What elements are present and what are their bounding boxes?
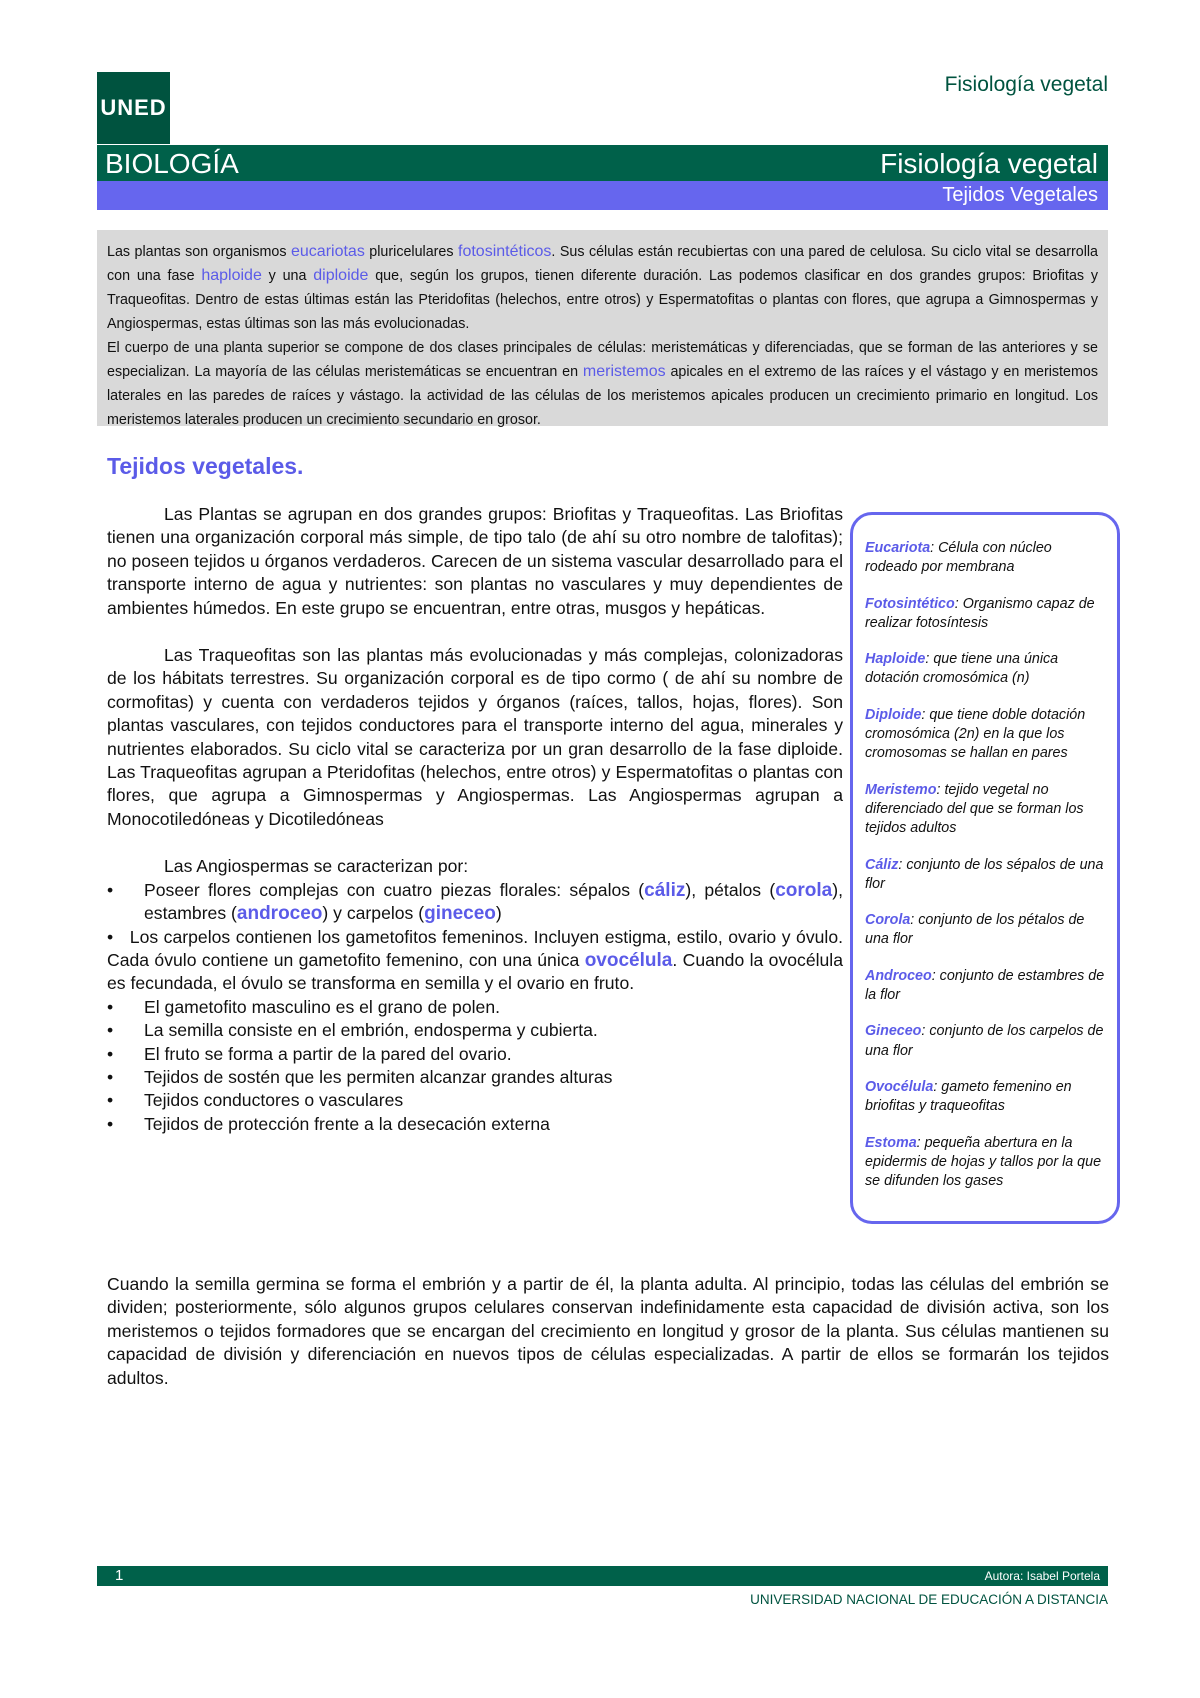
glossary-term: Ovocélula	[865, 1078, 934, 1095]
keyword-haploide: haploide	[201, 267, 262, 284]
subject-title: BIOLOGÍA	[105, 148, 239, 179]
bullet: •	[107, 1113, 114, 1134]
bullet: •	[107, 879, 114, 900]
keyword-androceo: androceo	[236, 903, 323, 925]
title-band	[97, 145, 1108, 181]
glossary-term: Eucariota	[865, 540, 931, 556]
glossary-entry: Cáliz: conjunto de los sépalos de una flor	[865, 856, 1104, 892]
keyword-diploide: diploide	[313, 267, 369, 284]
glossary-term: Corola	[865, 912, 911, 929]
course-title: Fisiología vegetal	[880, 148, 1098, 179]
glossary-entry: Ovocélula: gameto femenino en briofitas y traqueofitas	[865, 1078, 1072, 1115]
top-right-title: Fisiología vegetal	[944, 73, 1108, 96]
list-item: • El gametofito masculino es el grano de polen.	[107, 996, 843, 1019]
main-text	[107, 503, 843, 1136]
topic-title: Tejidos Vegetales	[942, 184, 1098, 206]
keyword-fotosinteticos: fotosintéticos	[458, 243, 552, 260]
page-number: 1	[115, 1567, 124, 1584]
list-item: • Tejidos de protección frente a la desecación externa	[107, 1113, 843, 1136]
glossary-term: Meristemo	[865, 781, 937, 798]
keyword-corola: corola	[775, 879, 833, 901]
bullet: •	[107, 926, 114, 947]
bullet: •	[107, 1043, 114, 1064]
university-name: UNIVERSIDAD NACIONAL DE EDUCACIÓN A DISTANCIA	[750, 1592, 1108, 1607]
list-intro: Las Angiospermas se caracterizan por:	[164, 856, 469, 877]
glossary-term: Androceo	[865, 967, 932, 984]
glossary-entry: Diploide: que tiene doble dotación cromosómica (2n) en la que los cromosomas se hallan en pares	[865, 706, 1086, 762]
bullet: •	[107, 1066, 114, 1087]
footer-bar	[97, 1566, 1108, 1586]
keyword-ovocelula: ovocélula	[584, 949, 673, 971]
keyword-caliz: cáliz	[644, 879, 686, 901]
paragraph-briofitas: Las Plantas se agrupan en dos grandes grupos: Briofitas y Traqueofitas. Las Briofitas tienen una organización corporal más simple, de tipo talo (de ahí su otro nombre de talofitas); no poseen tejidos u órganos verdaderos. Carecen de un sistema vascular desarrollado para el transporte interno de agua y nutrientes: son plantas no vasculares y muy dependientes de ambientes húmedos. En este grupo se encuentran, entre otras, musgos y hepáticas.	[107, 504, 843, 618]
glossary-entry: Androceo: conjunto de estambres de la flor	[865, 967, 1105, 1004]
glossary-entry: Corola: conjunto de los pétalos de una flor	[865, 912, 1085, 948]
closing-text	[107, 1273, 1109, 1390]
glossary-term: Estoma	[865, 1134, 917, 1151]
glossary-entry: Eucariota: Célula con núcleo rodeado por membrana	[865, 540, 1052, 576]
intro-box	[97, 230, 1108, 426]
glossary-entry: Gineceo: conjunto de los carpelos de una flor	[865, 1023, 1104, 1059]
bullet: •	[107, 1090, 114, 1111]
list-item: • Poseer flores complejas con cuatro piezas florales: sépalos (cáliz), pétalos (corola), estambres (androceo) y carpelos (gineceo)	[107, 879, 843, 925]
list-item: • Tejidos conductores o vasculares	[107, 1089, 843, 1112]
logo-text: UNED	[100, 95, 167, 120]
list-item: • Tejidos de sostén que les permiten alcanzar grandes alturas	[107, 1066, 843, 1089]
glossary-entry: Fotosintético: Organismo capaz de realizar fotosíntesis	[865, 595, 1095, 631]
author: Autora: Isabel Portela	[984, 1569, 1100, 1583]
paragraph-meristemos: Cuando la semilla germina se forma el embrión y a partir de él, la planta adulta. Al principio, todas las células del embrión se dividen; posteriormente, sólo algunos grupos celulares conservan indefinidamente esta capacidad de división activa, son los meristemos o tejidos formadores que se encargan del crecimiento en longitud y grosor de la planta. Sus células mantienen su capacidad de división y diferenciación en nuevos tipos de células especializadas. A partir de ellos se formarán los tejidos adultos.	[107, 1274, 1109, 1388]
list-item: • La semilla consiste en el embrión, endosperma y cubierta.	[107, 1019, 843, 1042]
glossary-box	[850, 512, 1120, 1224]
glossary-term: Diploide	[865, 706, 922, 723]
intro-paragraph-2: El cuerpo de una planta superior se compone de dos clases principales de células: meristemáticas y diferenciadas, que se forman de las anteriores y se especializan. La mayoría de las células meristemáticas se encuentran en meristemos apicales en el extremo de las raíces y el vástago y en meristemos laterales en las paredes de raíces y vástago. la actividad de las células de los meristemos apicales producen un crecimiento primario en longitud. Los meristemos laterales producen un crecimiento secundario en grosor.	[107, 340, 1098, 428]
keyword-eucariotas: eucariotas	[291, 243, 365, 260]
glossary-term: Cáliz	[865, 856, 899, 873]
glossary-term: Fotosintético	[865, 595, 955, 612]
section-heading: Tejidos vegetales.	[107, 453, 304, 479]
bullet: •	[107, 996, 114, 1017]
list-item: • Los carpelos contienen los gametofitos femeninos. Incluyen estigma, estilo, ovario y óvulo. Cada óvulo contiene un gametofito femenino, con una única ovocélula. Cuando la ovocélula es fecundada, el óvulo se transforma en semilla y el ovario en fruto.	[107, 926, 844, 994]
glossary-entry: Haploide: que tiene una única dotación cromosómica (n)	[865, 651, 1059, 687]
list-item: • El fruto se forma a partir de la pared del ovario.	[107, 1043, 843, 1066]
glossary-term: Gineceo	[865, 1023, 922, 1040]
glossary-term: Haploide	[865, 651, 926, 668]
intro-paragraph-1: Las plantas son organismos eucariotas pluricelulares fotosintéticos. Sus células están recubiertas con una pared de celulosa. Su ciclo vital se desarrolla con una fase haploide y una diploide que, según los grupos, tienen diferente duración. Las podemos clasificar en dos grandes grupos: Briofitas y Traqueofitas. Dentro de estas últimas están las Pteridofitas (helechos, entre otros) y Espermatofitas o plantas con flores, que agrupa a Gimnospermas y Angiospermas, estas últimas son las más evolucionadas.	[107, 243, 1098, 332]
uned-logo	[97, 72, 170, 144]
paragraph-traqueofitas: Las Traqueofitas son las plantas más evolucionadas y más complejas, colonizadoras de los hábitats terrestres. Su organización corporal es de tipo cormo ( de ahí su nombre de cormofitas) y cuenta con verdaderos tejidos y órganos (raíces, tallos, hojas, flores). Son plantas vasculares, con tejidos conductores para el transporte interno del agua, minerales y nutrientes elaborados. Su ciclo vital se caracteriza por un gran desarrollo de la fase diploide. Las Traqueofitas agrupan a Pteridofitas (helechos, entre otros) y Espermatofitas o plantas con flores, que agrupa a Gimnospermas y Angiospermas. Las Angiospermas agrupan a Monocotiledóneas y Dicotiledóneas	[107, 645, 843, 829]
glossary-entry: Meristemo: tejido vegetal no diferenciado del que se forman los tejidos adultos	[865, 781, 1084, 837]
keyword-meristemos: meristemos	[582, 363, 666, 380]
bullet: •	[107, 1020, 114, 1041]
glossary-entry: Estoma: pequeña abertura en la epidermis de hojas y tallos por la que se difunden los gases	[865, 1134, 1102, 1190]
topic-band	[97, 181, 1108, 210]
keyword-gineceo: gineceo	[424, 903, 496, 925]
